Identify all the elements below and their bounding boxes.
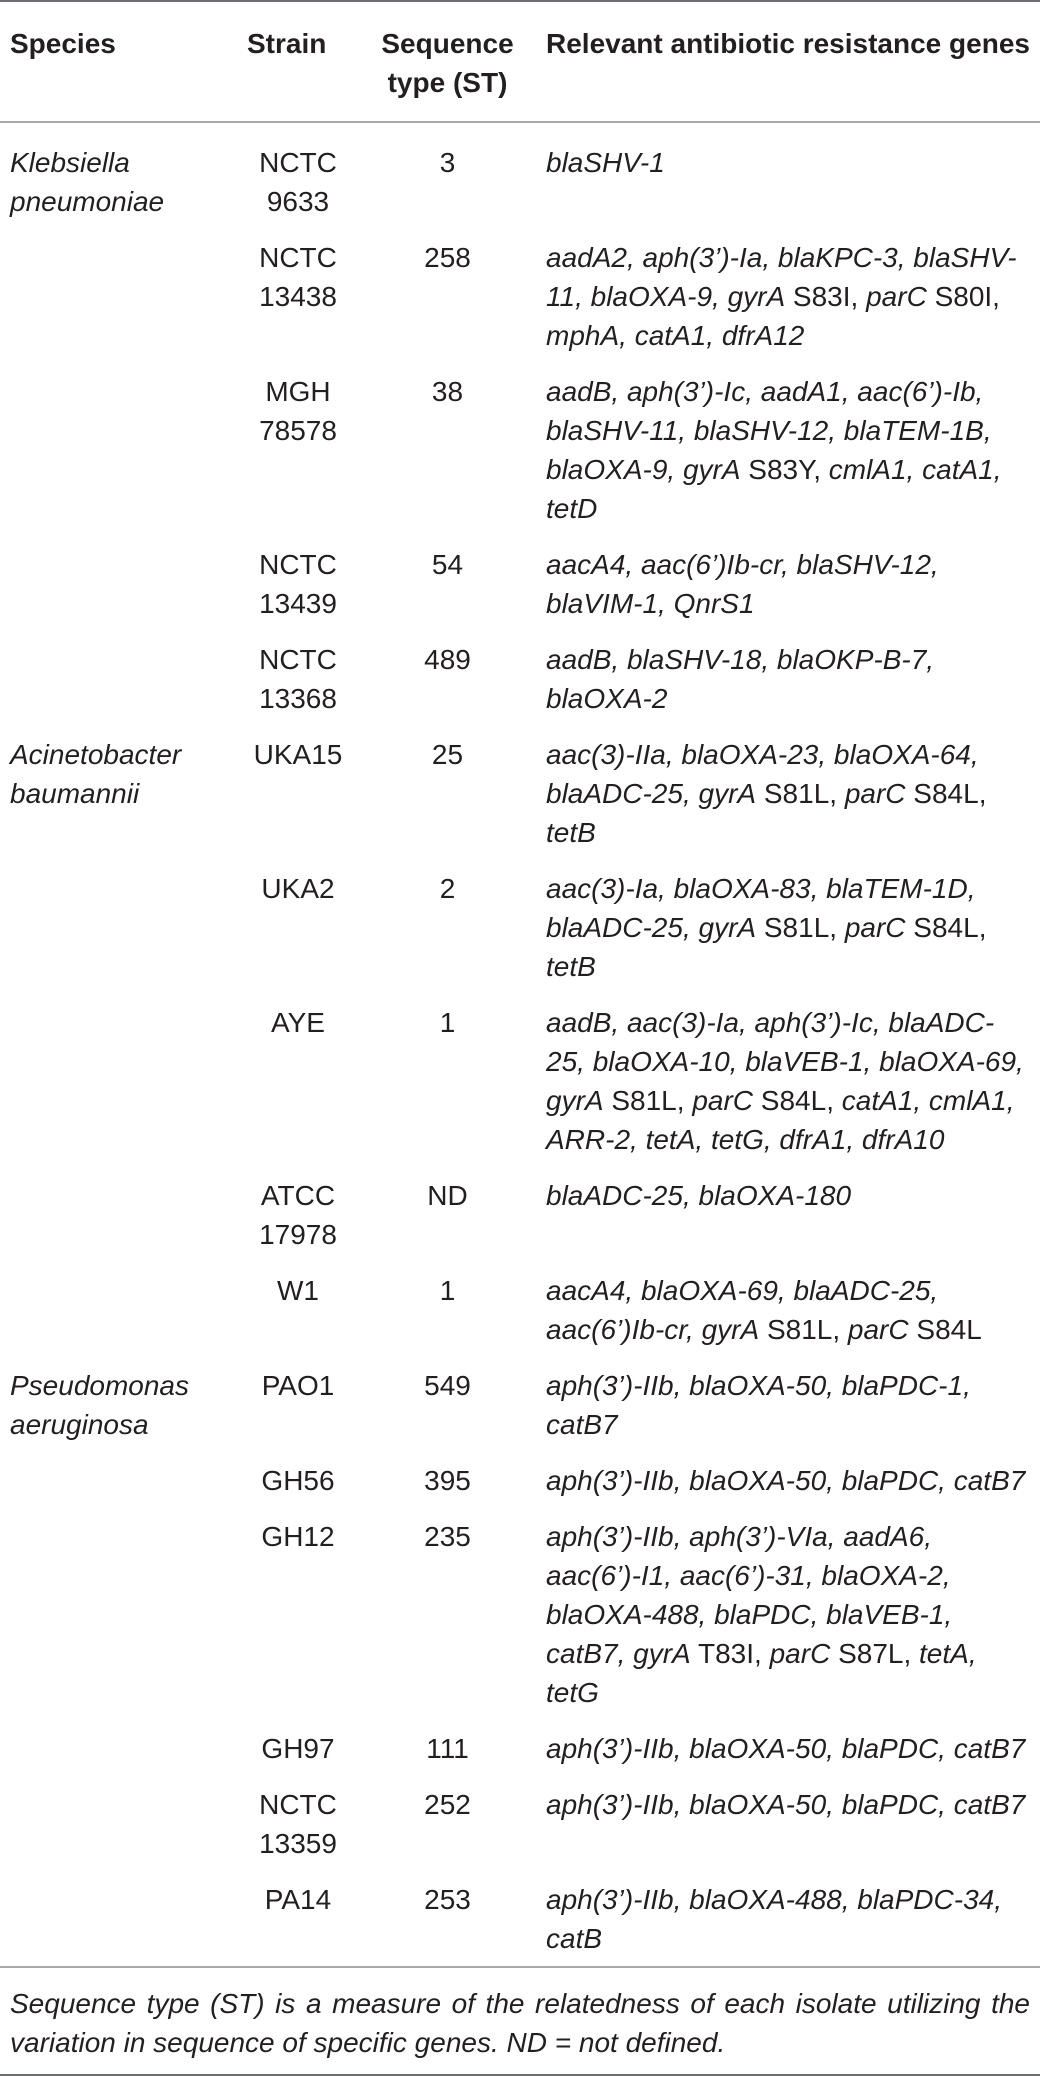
cell-strain: W1: [277, 1275, 319, 1306]
cell-strain: MGH 78578: [259, 376, 337, 446]
cell-strain: GH97: [261, 1733, 335, 1764]
cell-resistance-genes: [536, 860, 1040, 994]
cell-strain: AYE: [271, 1007, 325, 1038]
gene-text-segment: aadB, blaSHV-18, blaOKP-B-7, blaOXA-2: [546, 644, 935, 714]
cell-strain: NCTC 13438: [259, 242, 337, 312]
cell-species: [0, 1776, 237, 1871]
gene-text-segment: aacA4, blaOXA-69, blaADC-25, aac(6’)Ib-cr, gyrA: [546, 1275, 939, 1345]
cell-species: [0, 1167, 237, 1262]
cell-sequence-type: 3: [439, 147, 456, 178]
gene-text-segment: aac(3)-IIa, blaOXA-23, blaOXA-64, blaADC-25, gyrA: [546, 739, 979, 809]
gene-text-segment: catA1, cmlA1, ARR-2, tetA, tetG, dfrA1, dfrA10: [546, 1085, 1015, 1155]
gene-text-segment: S83I,: [785, 281, 867, 312]
cell-resistance-genes: [536, 1357, 1040, 1452]
gene-text-segment: tetB: [546, 817, 596, 848]
cell-strain: NCTC 13368: [259, 644, 337, 714]
gene-text-segment: parC: [844, 778, 906, 809]
column-header-sequence-type: Sequence type (ST): [359, 1, 536, 122]
cell-resistance-genes: [536, 1167, 1040, 1262]
table-row: [0, 1357, 1040, 1452]
cell-resistance-genes: [536, 122, 1040, 229]
cell-strain: PAO1: [261, 1370, 335, 1401]
footnote-row: [0, 1967, 1040, 2075]
cell-resistance-genes: [536, 1262, 1040, 1357]
cell-species: [0, 994, 237, 1167]
table-row: [0, 536, 1040, 631]
cell-sequence-type: 235: [424, 1521, 471, 1552]
cell-resistance-genes: [536, 631, 1040, 726]
cell-species: [0, 860, 237, 994]
cell-strain: ATCC 17978: [259, 1180, 337, 1250]
cell-strain: UKA2: [261, 873, 335, 904]
gene-text-segment: aadB, aph(3’)-Ic, aadA1, aac(6’)-Ib, blaSHV-11, blaSHV-12, blaTEM-1B, blaOXA-9, gyrA: [546, 376, 992, 485]
table-footnote: Sequence type (ST) is a measure of the relatedness of each isolate utilizing the variation in sequence of specific genes. ND = not defined.: [0, 1967, 1040, 2075]
column-header-strain: Strain: [237, 1, 359, 122]
cell-resistance-genes: [536, 536, 1040, 631]
gene-text-segment: S81L,: [756, 778, 845, 809]
table-body: [0, 122, 1040, 1967]
cell-resistance-genes: [536, 1720, 1040, 1776]
cell-sequence-type: 25: [431, 739, 464, 770]
cell-sequence-type: 111: [426, 1733, 469, 1764]
cell-sequence-type: 1: [439, 1275, 456, 1306]
cell-strain: UKA15: [253, 739, 343, 770]
gene-text-segment: aph(3’)-IIb, blaOXA-488, blaPDC-34, catB: [546, 1884, 1002, 1954]
cell-strain: PA14: [264, 1884, 332, 1915]
gene-text-segment: S83Y,: [740, 454, 829, 485]
cell-species: [0, 1452, 237, 1508]
table-row: [0, 1720, 1040, 1776]
table-row: [0, 1452, 1040, 1508]
gene-text-segment: mphA, catA1, dfrA12: [546, 320, 805, 351]
gene-text-segment: S81L,: [603, 1085, 693, 1116]
cell-sequence-type: 258: [424, 242, 471, 273]
table-row: [0, 1167, 1040, 1262]
table-row: [0, 1776, 1040, 1871]
gene-text-segment: S87L,: [830, 1638, 920, 1669]
gene-text-segment: S84L,: [905, 912, 987, 943]
gene-text-segment: S81L,: [759, 1314, 848, 1345]
gene-text-segment: aph(3’)-IIb, aph(3’)-VIa, aadA6, aac(6’)-I1, aac(6’)-31, blaOXA-2, blaOXA-488, blaPDC, blaVEB-1, catB7, gyrA: [546, 1521, 953, 1669]
cell-species: [0, 1508, 237, 1720]
table-row: [0, 994, 1040, 1167]
gene-text-segment: aacA4, aac(6’)Ib-cr, blaSHV-12, blaVIM-1, QnrS1: [546, 549, 939, 619]
gene-text-segment: S84L,: [905, 778, 987, 809]
gene-text-segment: aadA2, aph(3’)-Ia, blaKPC-3, blaSHV-11, blaOXA-9, gyrA: [546, 242, 1017, 312]
gene-text-segment: S81L,: [756, 912, 845, 943]
gene-text-segment: cmlA1, catA1, tetD: [546, 454, 1002, 524]
cell-species: Pseudomonas aeruginosa: [10, 1370, 190, 1440]
cell-sequence-type: 54: [431, 549, 464, 580]
cell-sequence-type: 2: [439, 873, 456, 904]
cell-resistance-genes: [536, 363, 1040, 536]
gene-text-segment: tetB: [546, 951, 596, 982]
table-row: [0, 1262, 1040, 1357]
table-row: [0, 726, 1040, 860]
column-header-species: Species: [0, 1, 237, 122]
gene-text-segment: aph(3’)-IIb, blaOXA-50, blaPDC, catB7: [546, 1789, 1026, 1820]
table-row: [0, 122, 1040, 229]
cell-species: [0, 363, 237, 536]
gene-text-segment: parC: [692, 1085, 754, 1116]
cell-sequence-type: 395: [424, 1465, 471, 1496]
gene-text-segment: S84L,: [753, 1085, 842, 1116]
cell-sequence-type: 489: [424, 644, 471, 675]
gene-text-segment: aph(3’)-IIb, blaOXA-50, blaPDC-1, catB7: [546, 1370, 971, 1440]
cell-sequence-type: 549: [424, 1370, 471, 1401]
table-row: [0, 229, 1040, 363]
cell-sequence-type: 1: [439, 1007, 456, 1038]
cell-species: [0, 229, 237, 363]
cell-resistance-genes: [536, 229, 1040, 363]
gene-text-segment: tetA, tetG: [546, 1638, 977, 1708]
cell-species: Acinetobacter baumannii: [10, 739, 182, 809]
gene-text-segment: S80I,: [926, 281, 1000, 312]
cell-species: [0, 1871, 237, 1967]
gene-text-segment: T83I,: [690, 1638, 770, 1669]
gene-text-segment: parC: [769, 1638, 831, 1669]
cell-sequence-type: 253: [424, 1884, 471, 1915]
cell-species: [0, 1262, 237, 1357]
gene-text-segment: blaSHV-1: [546, 147, 665, 178]
gene-text-segment: parC: [866, 281, 927, 312]
gene-text-segment: parC: [844, 912, 906, 943]
cell-species: [0, 1720, 237, 1776]
gene-text-segment: aadB, aac(3)-Ia, aph(3’)-Ic, blaADC-25, blaOXA-10, blaVEB-1, blaOXA-69, gyrA: [546, 1007, 1024, 1116]
table-row: [0, 631, 1040, 726]
gene-text-segment: aac(3)-Ia, blaOXA-83, blaTEM-1D, blaADC-25, gyrA: [546, 873, 976, 943]
cell-resistance-genes: [536, 1452, 1040, 1508]
gene-text-segment: aph(3’)-IIb, blaOXA-50, blaPDC, catB7: [546, 1465, 1026, 1496]
cell-resistance-genes: [536, 994, 1040, 1167]
header-row: [0, 1, 1040, 122]
cell-strain: GH56: [261, 1465, 335, 1496]
cell-sequence-type: ND: [427, 1180, 468, 1211]
cell-resistance-genes: [536, 1776, 1040, 1871]
table-row: [0, 860, 1040, 994]
cell-strain: NCTC 9633: [259, 147, 337, 217]
cell-species: Klebsiella pneumoniae: [10, 147, 165, 217]
cell-strain: NCTC 13359: [259, 1789, 337, 1859]
gene-text-segment: parC: [847, 1314, 909, 1345]
table-row: [0, 1871, 1040, 1967]
cell-species: [0, 631, 237, 726]
cell-resistance-genes: [536, 1871, 1040, 1967]
cell-sequence-type: 38: [431, 376, 464, 407]
table-row: [0, 363, 1040, 536]
gene-text-segment: aph(3’)-IIb, blaOXA-50, blaPDC, catB7: [546, 1733, 1026, 1764]
column-header-genes: Relevant antibiotic resistance genes: [536, 1, 1040, 122]
cell-resistance-genes: [536, 1508, 1040, 1720]
table-row: [0, 1508, 1040, 1720]
gene-text-segment: S84L: [908, 1314, 982, 1345]
cell-resistance-genes: [536, 726, 1040, 860]
cell-strain: GH12: [261, 1521, 335, 1552]
cell-species: [0, 536, 237, 631]
gene-text-segment: blaADC-25, blaOXA-180: [546, 1180, 852, 1211]
cell-sequence-type: 252: [424, 1789, 471, 1820]
cell-strain: NCTC 13439: [259, 549, 337, 619]
